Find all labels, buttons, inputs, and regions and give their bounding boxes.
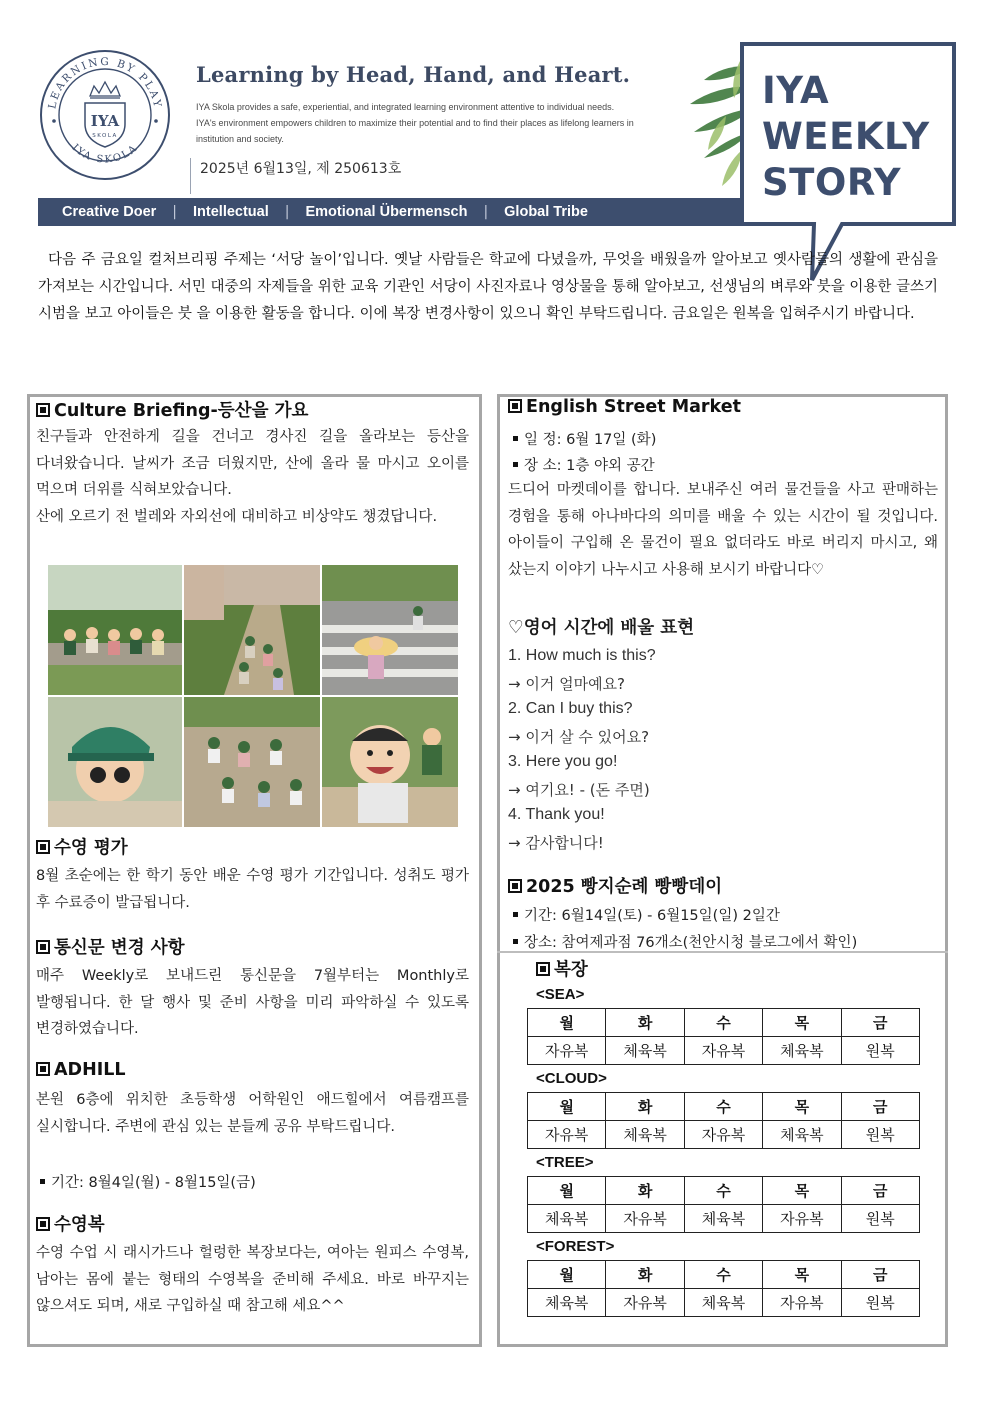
logo-arc-bottom: IYA SKOLA	[69, 142, 141, 166]
photo-crossing-road	[322, 565, 458, 695]
street-market-title: English Street Market	[508, 397, 741, 417]
tagline-title: Learning by Head, Hand, and Heart.	[196, 62, 631, 87]
uniform-cell: 원복	[841, 1289, 919, 1317]
uniform-table-tree	[527, 1176, 920, 1233]
phrase-3-korean: → 여기요! - (돈 주면)	[508, 781, 650, 799]
day-thu: 목	[763, 1093, 841, 1121]
day-thu: 목	[763, 1177, 841, 1205]
day-fri: 금	[841, 1009, 919, 1037]
phrase-3-english: 3. Here you go!	[508, 753, 618, 770]
nav-intellectual: Intellectual	[193, 204, 269, 220]
logo-arc-top: LEARNING BY PLAY	[46, 55, 164, 111]
uniform-cell: 원복	[841, 1205, 919, 1233]
day-thu: 목	[763, 1261, 841, 1289]
uniform-cell: 자유복	[684, 1121, 762, 1149]
uniform-cell: 체육복	[763, 1121, 841, 1149]
street-market-place: 장 소: 1층 야외 공간	[513, 454, 655, 475]
uniform-cell: 체육복	[528, 1289, 606, 1317]
nav-emotional-ubermensch: Emotional Übermensch	[305, 204, 468, 220]
intro-paragraph	[38, 247, 938, 328]
adhill-body: 본원 6층에 위치한 초등학생 어학원인 애드힐에서 여름캠프를 실시합니다. 주변에 관심 있는 분들께 공유 부탁드립니다.	[36, 1092, 469, 1135]
uniform-cell: 체육복	[606, 1121, 684, 1149]
badge-line-story: STORY	[762, 161, 902, 204]
adhill-title: ADHILL	[36, 1060, 126, 1080]
hiking-photo-collage	[48, 565, 458, 827]
day-fri: 금	[841, 1261, 919, 1289]
header-divider	[190, 158, 191, 194]
swim-evaluation-body: 8월 초순에는 한 학기 동안 배운 수영 평가 기간입니다. 성취도 평가 후 수료증이 발급됩니다.	[36, 868, 469, 911]
day-fri: 금	[841, 1177, 919, 1205]
culture-briefing-body2: 산에 오르기 전 벌레와 자외선에 대비하고 비상약도 챙겼답니다.	[36, 509, 438, 525]
phrase-2-english: 2. Can I buy this?	[508, 700, 633, 717]
adhill-period: 기간: 8월4일(월) - 8월15일(금)	[40, 1171, 256, 1192]
photo-child-closeup	[48, 697, 182, 827]
class-label-forest: <FOREST>	[536, 1238, 615, 1255]
svg-text:IYA SKOLA	[70, 142, 141, 165]
tagline-description: IYA Skola provides a safe, experiential, and integrated learning environment attentive to individual needs. IYA's environment empowers children to maximize their potential and to find their places as lifelong learners in institution and society.	[196, 102, 634, 144]
photo-smiling-child	[322, 697, 458, 827]
swim-evaluation-title: 수영 평가	[36, 834, 128, 859]
nav-separator: |	[284, 204, 290, 220]
intro-text: 다음 주 금요일 컬처브리핑 주제는 ‘서당 놀이’입니다. 옛날 사람들은 학교에 다녔을까, 무엇을 배웠을까 알아보고 옛사람들의 생활에 관심을 가져보는 시간입니다. 서민 대중의 자제들을 위한 교육 기관인 서당이 사진자료나 영상물을 통해 알아보고, 선생님의 벼루와 붓을 이용한 글쓰기 시범을 보고 아이들은 붓 을 이용한 활동을 합니다. 이에 복장 변경사항이 있으니 확인 부탁드립니다. 금요일은 원복을 입혀주시기 바랍니다.	[38, 252, 938, 322]
uniform-cell: 체육복	[684, 1205, 762, 1233]
uniform-cell: 자유복	[684, 1037, 762, 1065]
uniform-cell: 체육복	[606, 1037, 684, 1065]
uniform-cell: 자유복	[763, 1289, 841, 1317]
day-tue: 화	[606, 1261, 684, 1289]
day-fri: 금	[841, 1093, 919, 1121]
photo-kids-sitting-path	[184, 697, 320, 827]
logo-center-text: IYA	[90, 112, 120, 130]
uniform-cell: 자유복	[606, 1289, 684, 1317]
uniform-title: 복장	[536, 956, 588, 981]
nav-creative-doer: Creative Doer	[62, 204, 157, 220]
phrase-2-korean: → 이거 살 수 있어요?	[508, 728, 650, 746]
phrase-4-korean: → 감사합니다!	[508, 834, 604, 852]
day-thu: 목	[763, 1009, 841, 1037]
bread-day-period: 기간: 6월14일(토) - 6월15일(일) 2일간	[513, 904, 780, 925]
uniform-table-forest	[527, 1260, 920, 1317]
class-label-cloud: <CLOUD>	[536, 1070, 607, 1087]
badge-line-weekly: WEEKLY	[762, 115, 930, 158]
uniform-cell: 자유복	[606, 1205, 684, 1233]
swimwear-title: 수영복	[36, 1211, 105, 1236]
street-market-date: 일 정: 6월 17일 (화)	[513, 428, 656, 449]
phrase-1-english: 1. How much is this?	[508, 647, 656, 664]
uniform-cell: 자유복	[528, 1037, 606, 1065]
uniform-cell: 원복	[841, 1037, 919, 1065]
culture-briefing-body: 친구들과 안전하게 길을 건너고 경사진 길을 올라보는 등산을 다녀왔습니다. 날씨가 조금 더웠지만, 산에 올라 물 마시고 오이를 먹으며 더위를 식혀보았습니다.	[36, 429, 469, 498]
phrase-4-english: 4. Thank you!	[508, 806, 605, 823]
uniform-table-cloud	[527, 1092, 920, 1149]
iya-skola-logo	[38, 48, 172, 182]
uniform-cell: 자유복	[763, 1205, 841, 1233]
uniform-cell: 체육복	[763, 1037, 841, 1065]
nav-separator: |	[483, 204, 489, 220]
uniform-cell: 원복	[841, 1121, 919, 1149]
newsletter-change-title: 통신문 변경 사항	[36, 934, 185, 959]
day-tue: 화	[606, 1177, 684, 1205]
day-wed: 수	[684, 1009, 762, 1037]
bread-day-place: 장소: 참여제과점 76개소(천안시청 블로그에서 확인)	[513, 931, 857, 952]
nav-separator: |	[172, 204, 178, 220]
nav-global-tribe: Global Tribe	[504, 204, 588, 220]
phrase-1-korean: → 이거 얼마예요?	[508, 675, 626, 693]
day-mon: 월	[528, 1261, 606, 1289]
street-market-body: 드디어 마켓데이를 합니다. 보내주신 여러 물건들을 사고 판매하는 경험을 통해 아나바다의 의미를 배울 수 있는 시간이 될 것입니다. 아이들이 구입해 온 물건이 필요 없더라도 바로 버리지 마시고, 왜 샀는지 이야기 나누시고 사용해 보시기 바랍니다♡	[508, 482, 938, 578]
uniform-cell: 체육복	[528, 1205, 606, 1233]
english-phrases-title: ♡영어 시간에 배울 표현	[508, 618, 695, 638]
logo-sub-text: SKOLA	[92, 133, 118, 139]
day-mon: 월	[528, 1009, 606, 1037]
swimwear-body: 수영 수업 시 래시가드나 헐렁한 복장보다는, 여아는 원피스 수영복, 남아는 몸에 붙는 형태의 수영복을 준비해 주세요. 바로 바꾸지는 않으셔도 되며, 새로 구입하실 때 참고해 세요^^	[36, 1245, 469, 1314]
day-tue: 화	[606, 1009, 684, 1037]
weekly-story-title	[762, 68, 930, 206]
day-wed: 수	[684, 1177, 762, 1205]
uniform-cell: 체육복	[684, 1289, 762, 1317]
culture-briefing-title: Culture Briefing-등산을 가요	[36, 397, 308, 422]
class-label-tree: <TREE>	[536, 1154, 594, 1171]
uniform-table-sea	[527, 1008, 920, 1065]
day-wed: 수	[684, 1261, 762, 1289]
day-tue: 화	[606, 1093, 684, 1121]
photo-kids-on-wall	[48, 565, 182, 695]
issue-date: 2025년 6월13일, 제 250613호	[200, 161, 402, 177]
class-label-sea: <SEA>	[536, 986, 585, 1003]
badge-line-iya: IYA	[762, 69, 830, 112]
day-mon: 월	[528, 1177, 606, 1205]
bread-day-title: 2025 빵지순례 빵빵데이	[508, 873, 722, 898]
newsletter-change-body: 매주 Weekly로 보내드린 통신문을 7월부터는 Monthly로 발행됩니다. 한 달 행사 및 준비 사항을 미리 파악하실 수 있도록 변경하였습니다.	[36, 968, 469, 1037]
day-mon: 월	[528, 1093, 606, 1121]
photo-kids-on-trail	[184, 565, 320, 695]
uniform-cell: 자유복	[528, 1121, 606, 1149]
day-wed: 수	[684, 1093, 762, 1121]
